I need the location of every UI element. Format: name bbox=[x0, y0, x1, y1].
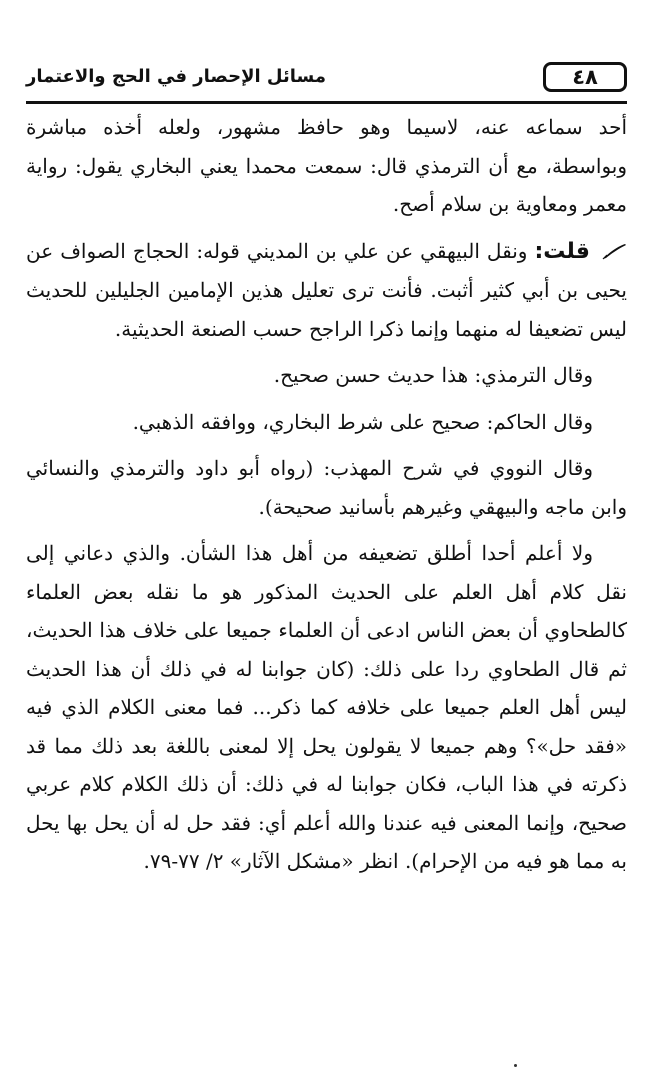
paragraph-2 bbox=[26, 232, 627, 349]
paragraph-1: أحد سماعه عنه، لاسيما وهو حافظ مشهور، ولعله أخذه مباشرة وبواسطة، مع أن الترمذي قال: سمعت محمدا يعني البخاري يقول: رواية معمر ومعاوية بن سلام أصح. bbox=[26, 115, 627, 216]
paragraph-6: ولا أعلم أحدا أطلق تضعيفه من أهل هذا الشأن. والذي دعاني إلى نقل كلام أهل العلم على الحديث المذكور هو ما نقله بعض العلماء كالطحاوي أن بعض الناس ادعى أن العلماء جميعا على خلاف هذا الحديث، ثم قال الطحاوي ردا على ذلك: (كان جوابنا له في ذلك أن هذا الحديث ليس أهل العلم جميعا على خلافه كما ذكر... فما معنى الكلام الذي فيه «فقد حل»؟ وهم جميعا لا يقولون يحل إلا لمعنى باللغة بعد ذلك مما قد ذكرته في هذا الباب، فكان جوابنا له في ذلك: أن ذلك الكلام كلام عربي صحيح، وإنما المعنى فيه عندنا والله أعلم أي: فقد حل له أن يحل بها يحل به مما هو فيه من الإحرام). انظر «مشكل الآثار» ٢/ ٧٧-٧٩. bbox=[26, 541, 627, 873]
note-label: قلت: bbox=[534, 238, 590, 264]
pen-icon bbox=[601, 234, 627, 252]
paragraph-4: وقال الحاكم: صحيح على شرط البخاري، ووافقه الذهبي. bbox=[132, 409, 593, 434]
page-number: ٤٨ bbox=[543, 62, 627, 92]
footer-mark bbox=[514, 1064, 517, 1067]
header-divider bbox=[26, 101, 627, 104]
body-text bbox=[26, 108, 627, 881]
paragraph-5: وقال النووي في شرح المهذب: (رواه أبو داود والترمذي والنسائي وابن ماجه والبيهقي وغيرهم بأسانيد صحيحة). bbox=[26, 456, 627, 519]
running-title: مسائل الإحصار في الحج والاعتمار bbox=[26, 66, 326, 87]
page-header bbox=[26, 58, 627, 104]
paragraph-2-text: ونقل البيهقي عن علي بن المديني قوله: الحجاج الصواف عن يحيى بن أبي كثير أثبت. فأنت ترى تعليل هذين الإمامين الجليلين للحديث ليس تضعيفا له منهما وإنما ذكرا الراجح حسب الصنعة الحديثية. bbox=[26, 238, 627, 341]
paragraph-3: وقال الترمذي: هذا حديث حسن صحيح. bbox=[273, 363, 593, 387]
